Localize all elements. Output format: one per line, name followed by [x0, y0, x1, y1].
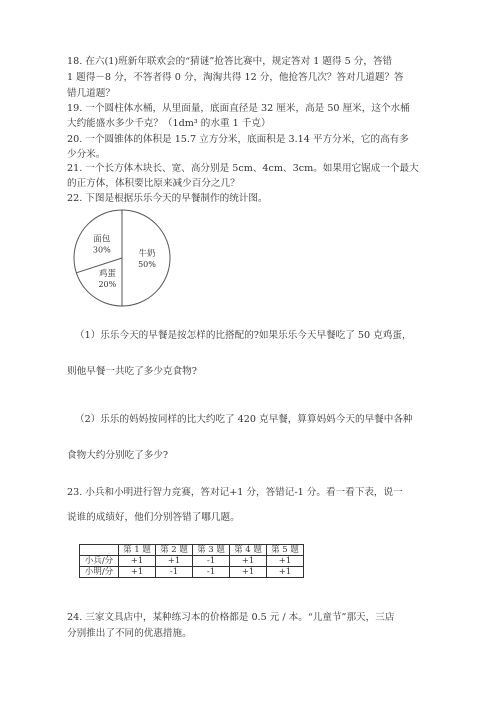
table-cell: +1: [119, 567, 156, 578]
table-row: [80, 556, 304, 567]
question-18-line-3: 错几道题？: [67, 88, 115, 99]
question-20-line-2: 少分米。: [67, 149, 106, 160]
question-18-line-2: 1 题得－8 分，不答者得 0 分，淘淘共得 12 分，他抢答几次？答对几道题？答: [67, 72, 404, 83]
table-cell: +1: [230, 567, 267, 578]
question-23-line-1: 23. 小兵和小明进行智力竞赛，答对记+1 分，答错记-1 分。看一看下表，说一: [67, 487, 403, 498]
table-header-cell: 第 2 题: [156, 545, 193, 556]
row-label: 小兵/分: [80, 556, 119, 567]
breakfast-pie-chart: [64, 205, 194, 315]
table-row: [80, 567, 304, 578]
table-cell: +1: [119, 556, 156, 567]
pie-slice-name: 鸡蛋: [98, 269, 116, 280]
score-table: [79, 544, 304, 578]
question-21-line-1: 21. 一个长方体木块长、宽、高分别是 5cm、4cm、3cm。如果用它锯成一个最大: [67, 163, 419, 174]
question-22-part-2-line-1: （2）乐乐的妈妈按同样的比大约吃了 420 克早餐，算算妈妈今天的早餐中各种: [75, 414, 413, 425]
question-22-part-2-line-2: 食物大约分别吃了多少?: [67, 450, 169, 461]
table-cell: -1: [193, 556, 230, 567]
question-20-line-1: 20. 一个圆锥体的体积是 15.7 立方分米，底面积是 3.14 平方分米，它的高有多: [67, 134, 409, 145]
question-22-part-1-line-2: 则他早餐一共吃了多少克食物?: [67, 366, 197, 377]
pie-slice-percent: 50%: [138, 260, 156, 269]
table-cell: +1: [267, 567, 304, 578]
table-corner-cell: [80, 545, 119, 556]
table-cell: +1: [230, 556, 267, 567]
question-24-line-2: 分别推出了不同的优惠措施。: [67, 628, 192, 639]
table-header-cell: 第 1 题: [119, 545, 156, 556]
table-cell: -1: [193, 567, 230, 578]
pie-slice-percent: 20%: [98, 280, 117, 290]
question-23-line-2: 说谁的成绩好，他们分别答错了哪几题。: [67, 512, 240, 523]
question-22-line-1: 22. 下图是根据乐乐今天的早餐制作的统计图。: [67, 193, 268, 204]
question-19-line-2: 大约能盛水多少千克？（1dm³ 的水重 1 千克）: [67, 118, 271, 129]
question-22-part-1-line-1: （1）乐乐今天的早餐是按怎样的比搭配的?如果乐乐今天早餐吃了 50 克鸡蛋，: [75, 330, 412, 341]
table-cell: +1: [156, 556, 193, 567]
row-label: 小明/分: [80, 567, 119, 578]
table-header-row: [80, 545, 304, 556]
question-24-line-1: 24. 三家文具店中，某种练习本的价格都是 0.5 元 / 本。“儿童节”那天，三店: [67, 612, 395, 623]
table-header-cell: 第 3 题: [193, 545, 230, 556]
table-cell: +1: [267, 556, 304, 567]
question-21-line-2: 的正方体，体积要比原来减少百分之几？: [67, 178, 240, 189]
question-19-line-1: 19. 一个圆柱体水桶，从里面量，底面直径是 32 厘米，高是 50 厘米，这个水桶: [67, 103, 410, 114]
pie-slice-name: 牛奶: [138, 249, 156, 259]
pie-slice-percent: 30%: [92, 245, 111, 255]
table-header-cell: 第 4 题: [230, 545, 267, 556]
table-header-cell: 第 5 题: [267, 545, 304, 556]
table-cell: -1: [156, 567, 193, 578]
question-18-line-1: 18. 在六(1)班新年联欢会的“猜谜”抢答比赛中，规定答对 1 题得 5 分，答错: [67, 56, 393, 67]
pie-slice-name: 面包: [93, 234, 111, 245]
